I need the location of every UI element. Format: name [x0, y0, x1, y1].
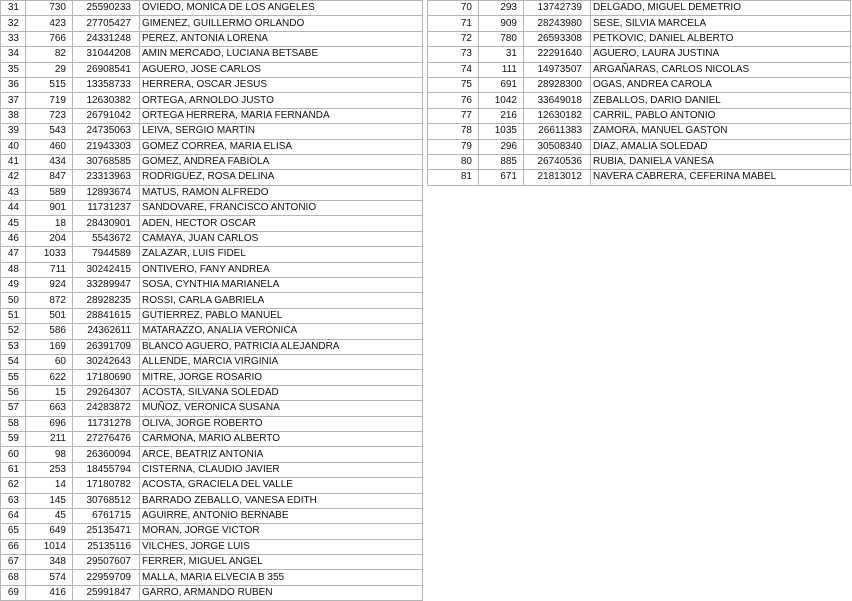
- row-name: GOMEZ, ANDREA FABIOLA: [140, 154, 423, 169]
- row-dni: 13742739: [524, 1, 591, 16]
- row-number: 74: [428, 62, 479, 77]
- table-row: [1, 185, 423, 200]
- row-number: 37: [1, 93, 26, 108]
- row-dni: 18455794: [73, 462, 140, 477]
- table-row: [1, 170, 423, 185]
- row-name: AMIN MERCADO, LUCIANA BETSABE: [140, 47, 423, 62]
- row-name: PETKOVIC, DANIEL ALBERTO: [591, 31, 851, 46]
- table-row: [1, 262, 423, 277]
- row-code: 204: [26, 231, 73, 246]
- row-number: 78: [428, 124, 479, 139]
- row-number: 57: [1, 401, 26, 416]
- table-row: [428, 93, 851, 108]
- table-row: [428, 1, 851, 16]
- row-code: 45: [26, 508, 73, 523]
- row-name: ZALAZAR, LUIS FIDEL: [140, 247, 423, 262]
- row-name: ROSSI, CARLA GABRIELA: [140, 293, 423, 308]
- row-dni: 31044208: [73, 47, 140, 62]
- row-number: 51: [1, 308, 26, 323]
- row-number: 69: [1, 585, 26, 600]
- row-code: 671: [479, 170, 524, 185]
- row-name: SESE, SILVIA MARCELA: [591, 16, 851, 31]
- row-name: OGAS, ANDREA CAROLA: [591, 77, 851, 92]
- row-number: 32: [1, 16, 26, 31]
- row-number: 52: [1, 324, 26, 339]
- row-code: 82: [26, 47, 73, 62]
- row-dni: 26360094: [73, 447, 140, 462]
- row-dni: 24283872: [73, 401, 140, 416]
- row-name: MALLA, MARIA ELVECIA B 355: [140, 570, 423, 585]
- table-row: [1, 555, 423, 570]
- table-row: [1, 354, 423, 369]
- table-row: [1, 385, 423, 400]
- row-code: 423: [26, 16, 73, 31]
- row-name: SANDOVARE, FRANCISCO ANTONIO: [140, 201, 423, 216]
- table-row: [1, 370, 423, 385]
- row-number: 46: [1, 231, 26, 246]
- row-dni: 33289947: [73, 278, 140, 293]
- row-dni: 14973507: [524, 62, 591, 77]
- row-name: HERRERA, OSCAR JESUS: [140, 77, 423, 92]
- row-name: DELGADO, MIGUEL DEMETRIO: [591, 1, 851, 16]
- row-number: 60: [1, 447, 26, 462]
- row-code: 901: [26, 201, 73, 216]
- row-code: 586: [26, 324, 73, 339]
- row-number: 81: [428, 170, 479, 185]
- table-row: [1, 108, 423, 123]
- row-dni: 11731237: [73, 201, 140, 216]
- table-row: [1, 201, 423, 216]
- row-dni: 28841615: [73, 308, 140, 323]
- table-row: [1, 539, 423, 554]
- table-row: [1, 416, 423, 431]
- row-code: 691: [479, 77, 524, 92]
- row-number: 72: [428, 31, 479, 46]
- row-dni: 28243980: [524, 16, 591, 31]
- row-name: CISTERNA, CLAUDIO JAVIER: [140, 462, 423, 477]
- table-row: [428, 154, 851, 169]
- row-dni: 22291640: [524, 47, 591, 62]
- row-dni: 27705427: [73, 16, 140, 31]
- table-row: [428, 170, 851, 185]
- row-number: 66: [1, 539, 26, 554]
- row-dni: 28928235: [73, 293, 140, 308]
- row-code: 909: [479, 16, 524, 31]
- row-dni: 21813012: [524, 170, 591, 185]
- row-code: 543: [26, 124, 73, 139]
- row-number: 31: [1, 1, 26, 16]
- table-row: [1, 31, 423, 46]
- row-dni: 28430901: [73, 216, 140, 231]
- row-dni: 30508340: [524, 139, 591, 154]
- table-row: [428, 47, 851, 62]
- row-dni: 24735063: [73, 124, 140, 139]
- row-number: 67: [1, 555, 26, 570]
- row-number: 44: [1, 201, 26, 216]
- row-number: 54: [1, 354, 26, 369]
- row-number: 76: [428, 93, 479, 108]
- row-code: 730: [26, 1, 73, 16]
- row-number: 42: [1, 170, 26, 185]
- row-number: 38: [1, 108, 26, 123]
- row-name: CARRIL, PABLO ANTONIO: [591, 108, 851, 123]
- row-name: OLIVA, JORGE ROBERTO: [140, 416, 423, 431]
- right-roster-table: [427, 0, 851, 186]
- row-code: 719: [26, 93, 73, 108]
- table-row: [428, 62, 851, 77]
- row-dni: 29507607: [73, 555, 140, 570]
- row-name: ONTIVERO, FANY ANDREA: [140, 262, 423, 277]
- table-row: [1, 293, 423, 308]
- row-code: 622: [26, 370, 73, 385]
- row-dni: 29264307: [73, 385, 140, 400]
- row-code: 515: [26, 77, 73, 92]
- row-code: 98: [26, 447, 73, 462]
- right-roster-body: [428, 1, 851, 186]
- table-row: [428, 31, 851, 46]
- row-name: GUTIERREZ, PABLO MANUEL: [140, 308, 423, 323]
- table-row: [1, 231, 423, 246]
- row-code: 574: [26, 570, 73, 585]
- row-number: 70: [428, 1, 479, 16]
- row-dni: 23313963: [73, 170, 140, 185]
- row-name: ORTEGA HERRERA, MARIA FERNANDA: [140, 108, 423, 123]
- row-number: 63: [1, 493, 26, 508]
- table-row: [1, 139, 423, 154]
- row-code: 216: [479, 108, 524, 123]
- table-row: [428, 16, 851, 31]
- row-code: 60: [26, 354, 73, 369]
- table-row: [1, 493, 423, 508]
- row-code: 723: [26, 108, 73, 123]
- row-code: 501: [26, 308, 73, 323]
- row-code: 649: [26, 524, 73, 539]
- row-name: RODRIGUEZ, ROSA DELINA: [140, 170, 423, 185]
- table-row: [1, 570, 423, 585]
- row-name: ACOSTA, GRACIELA DEL VALLE: [140, 478, 423, 493]
- table-row: [1, 447, 423, 462]
- row-name: ARGAÑARAS, CARLOS NICOLAS: [591, 62, 851, 77]
- row-code: 589: [26, 185, 73, 200]
- row-name: MITRE, JORGE ROSARIO: [140, 370, 423, 385]
- row-dni: 25135116: [73, 539, 140, 554]
- row-number: 55: [1, 370, 26, 385]
- row-number: 43: [1, 185, 26, 200]
- table-row: [1, 339, 423, 354]
- row-name: DIAZ, AMALIA SOLEDAD: [591, 139, 851, 154]
- table-row: [1, 93, 423, 108]
- row-number: 50: [1, 293, 26, 308]
- row-code: 872: [26, 293, 73, 308]
- row-dni: 12893674: [73, 185, 140, 200]
- table-row: [1, 462, 423, 477]
- table-row: [1, 1, 423, 16]
- row-dni: 30242643: [73, 354, 140, 369]
- row-name: CAMAYA, JUAN CARLOS: [140, 231, 423, 246]
- row-number: 53: [1, 339, 26, 354]
- table-row: [1, 47, 423, 62]
- row-name: MUÑOZ, VERONICA SUSANA: [140, 401, 423, 416]
- table-row: [428, 124, 851, 139]
- row-dni: 30242415: [73, 262, 140, 277]
- row-name: SOSA, CYNTHIA MARIANELA: [140, 278, 423, 293]
- row-name: BLANCO AGUERO, PATRICIA ALEJANDRA: [140, 339, 423, 354]
- row-number: 36: [1, 77, 26, 92]
- table-row: [1, 308, 423, 323]
- row-code: 18: [26, 216, 73, 231]
- row-name: LEIVA, SERGIO MARTIN: [140, 124, 423, 139]
- table-row: [1, 431, 423, 446]
- left-roster-table: [0, 0, 423, 601]
- row-dni: 27276476: [73, 431, 140, 446]
- row-dni: 26908541: [73, 62, 140, 77]
- row-dni: 28928300: [524, 77, 591, 92]
- row-code: 211: [26, 431, 73, 446]
- table-row: [1, 585, 423, 600]
- row-name: GIMENEZ, GUILLERMO ORLANDO: [140, 16, 423, 31]
- row-name: VILCHES, JORGE LUIS: [140, 539, 423, 554]
- row-number: 61: [1, 462, 26, 477]
- row-name: ADEN, HECTOR OSCAR: [140, 216, 423, 231]
- row-number: 45: [1, 216, 26, 231]
- row-name: MATARAZZO, ANALIA VERONICA: [140, 324, 423, 339]
- row-dni: 25991847: [73, 585, 140, 600]
- row-code: 15: [26, 385, 73, 400]
- row-number: 41: [1, 154, 26, 169]
- row-dni: 30768512: [73, 493, 140, 508]
- row-dni: 17180690: [73, 370, 140, 385]
- row-dni: 13358733: [73, 77, 140, 92]
- row-number: 73: [428, 47, 479, 62]
- row-name: ALLENDE, MARCIA VIRGINIA: [140, 354, 423, 369]
- row-code: 296: [479, 139, 524, 154]
- table-row: [428, 77, 851, 92]
- row-name: ORTEGA, ARNOLDO JUSTO: [140, 93, 423, 108]
- row-dni: 26740536: [524, 154, 591, 169]
- table-row: [1, 478, 423, 493]
- table-row: [1, 247, 423, 262]
- row-code: 416: [26, 585, 73, 600]
- table-row: [428, 139, 851, 154]
- row-code: 1014: [26, 539, 73, 554]
- row-code: 711: [26, 262, 73, 277]
- row-dni: 11731278: [73, 416, 140, 431]
- row-name: ZAMORA, MANUEL GASTON: [591, 124, 851, 139]
- row-number: 80: [428, 154, 479, 169]
- row-dni: 26593308: [524, 31, 591, 46]
- row-code: 111: [479, 62, 524, 77]
- table-row: [1, 77, 423, 92]
- row-number: 40: [1, 139, 26, 154]
- row-name: ARCE, BEATRIZ ANTONIA: [140, 447, 423, 462]
- row-number: 48: [1, 262, 26, 277]
- row-code: 31: [479, 47, 524, 62]
- row-name: NAVERA CABRERA, CEFERINA MABEL: [591, 170, 851, 185]
- row-name: MORAN, JORGE VICTOR: [140, 524, 423, 539]
- row-code: 885: [479, 154, 524, 169]
- table-row: [428, 108, 851, 123]
- row-dni: 21943303: [73, 139, 140, 154]
- row-number: 34: [1, 47, 26, 62]
- row-number: 56: [1, 385, 26, 400]
- row-dni: 26391709: [73, 339, 140, 354]
- row-code: 293: [479, 1, 524, 16]
- row-code: 145: [26, 493, 73, 508]
- row-number: 65: [1, 524, 26, 539]
- row-number: 75: [428, 77, 479, 92]
- row-dni: 25135471: [73, 524, 140, 539]
- row-name: ZEBALLOS, DARIO DANIEL: [591, 93, 851, 108]
- row-dni: 22959709: [73, 570, 140, 585]
- row-name: GARRO, ARMANDO RUBEN: [140, 585, 423, 600]
- table-row: [1, 62, 423, 77]
- table-row: [1, 401, 423, 416]
- row-name: ACOSTA, SILVANA SOLEDAD: [140, 385, 423, 400]
- row-number: 47: [1, 247, 26, 262]
- row-name: MATUS, RAMON ALFREDO: [140, 185, 423, 200]
- row-dni: 12630382: [73, 93, 140, 108]
- row-number: 64: [1, 508, 26, 523]
- table-row: [1, 508, 423, 523]
- table-row: [1, 216, 423, 231]
- row-dni: 26611383: [524, 124, 591, 139]
- row-dni: 24362611: [73, 324, 140, 339]
- row-dni: 33649018: [524, 93, 591, 108]
- row-dni: 25590233: [73, 1, 140, 16]
- row-dni: 12630182: [524, 108, 591, 123]
- row-code: 253: [26, 462, 73, 477]
- left-roster-body: [1, 1, 423, 601]
- row-name: GOMEZ CORREA, MARIA ELISA: [140, 139, 423, 154]
- row-code: 780: [479, 31, 524, 46]
- row-number: 49: [1, 278, 26, 293]
- row-dni: 6761715: [73, 508, 140, 523]
- row-name: AGUERO, LAURA JUSTINA: [591, 47, 851, 62]
- row-code: 14: [26, 478, 73, 493]
- table-row: [1, 524, 423, 539]
- table-row: [1, 154, 423, 169]
- row-number: 58: [1, 416, 26, 431]
- row-code: 766: [26, 31, 73, 46]
- row-name: RUBIA, DANIELA VANESA: [591, 154, 851, 169]
- row-code: 924: [26, 278, 73, 293]
- row-dni: 30768585: [73, 154, 140, 169]
- row-name: PEREZ, ANTONIA LORENA: [140, 31, 423, 46]
- row-code: 1033: [26, 247, 73, 262]
- row-number: 39: [1, 124, 26, 139]
- row-number: 33: [1, 31, 26, 46]
- row-name: OVIEDO, MONICA DE LOS ANGELES: [140, 1, 423, 16]
- row-number: 35: [1, 62, 26, 77]
- table-row: [1, 16, 423, 31]
- row-name: AGUIRRE, ANTONIO BERNABE: [140, 508, 423, 523]
- row-code: 1035: [479, 124, 524, 139]
- table-row: [1, 278, 423, 293]
- row-number: 77: [428, 108, 479, 123]
- row-dni: 7944589: [73, 247, 140, 262]
- row-code: 663: [26, 401, 73, 416]
- row-code: 460: [26, 139, 73, 154]
- row-number: 71: [428, 16, 479, 31]
- row-number: 62: [1, 478, 26, 493]
- row-code: 169: [26, 339, 73, 354]
- row-code: 847: [26, 170, 73, 185]
- row-code: 348: [26, 555, 73, 570]
- row-code: 29: [26, 62, 73, 77]
- row-dni: 24331248: [73, 31, 140, 46]
- row-dni: 17180782: [73, 478, 140, 493]
- table-row: [1, 324, 423, 339]
- row-name: BARRADO ZEBALLO, VANESA EDITH: [140, 493, 423, 508]
- row-code: 696: [26, 416, 73, 431]
- row-dni: 5543672: [73, 231, 140, 246]
- row-name: AGUERO, JOSE CARLOS: [140, 62, 423, 77]
- row-code: 1042: [479, 93, 524, 108]
- row-number: 79: [428, 139, 479, 154]
- row-code: 434: [26, 154, 73, 169]
- table-row: [1, 124, 423, 139]
- row-number: 59: [1, 431, 26, 446]
- row-number: 68: [1, 570, 26, 585]
- row-name: CARMONA, MARIO ALBERTO: [140, 431, 423, 446]
- row-name: FERRER, MIGUEL ANGEL: [140, 555, 423, 570]
- row-dni: 26791042: [73, 108, 140, 123]
